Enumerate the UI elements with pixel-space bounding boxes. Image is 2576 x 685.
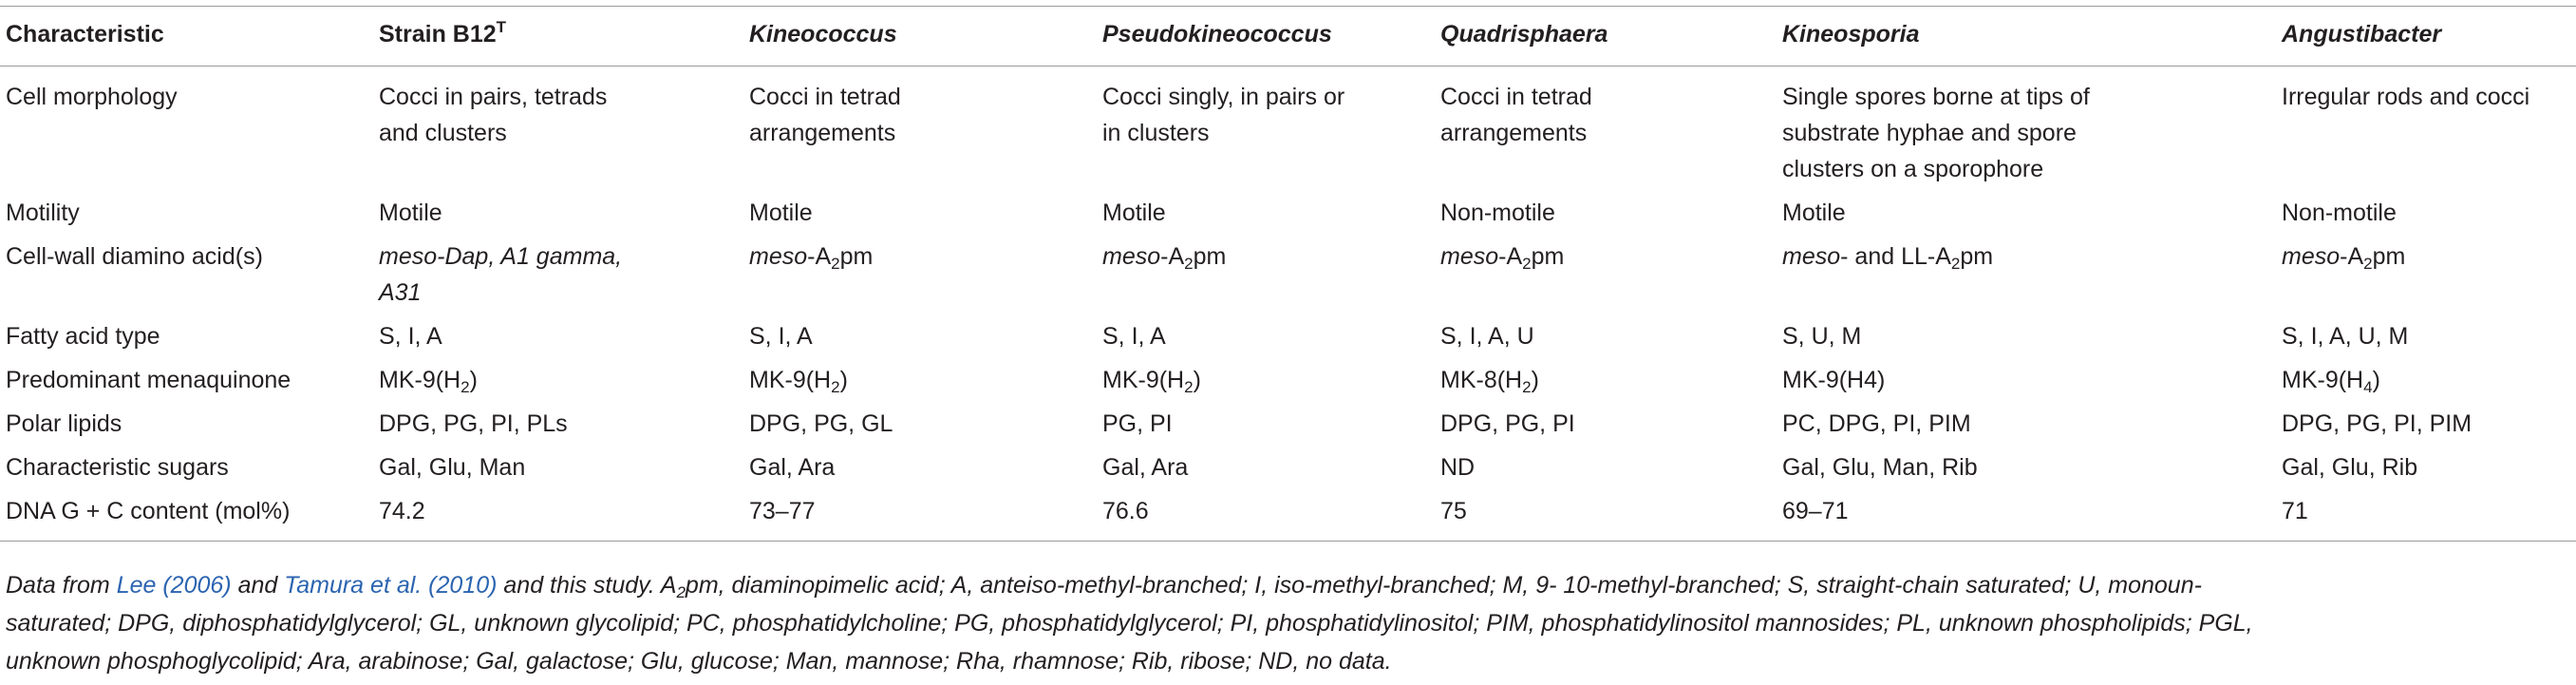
cell-kineococcus: S, I, A xyxy=(749,323,813,350)
cell-quadrisphaera: 75 xyxy=(1435,488,1777,542)
header-row xyxy=(0,7,2576,67)
cell-kineosporia: PC, DPG, PI, PIM xyxy=(1782,410,1971,437)
row-label: Cell-wall diamino acid(s) xyxy=(6,243,263,270)
cell-quadrisphaera: Non-motile xyxy=(1440,200,1555,226)
row-label: Characteristic sugars xyxy=(6,454,229,481)
row-label: Cell morphology xyxy=(6,84,178,110)
cell-kineosporia: 69–71 xyxy=(1777,488,2276,542)
cell-quadrisphaera: Cocci in tetrad arrangements xyxy=(1440,84,1592,146)
header-strain-b12: Strain $B12^T$ xyxy=(373,7,743,67)
table-row xyxy=(0,314,2576,357)
cell-strain: Motile xyxy=(379,200,442,226)
cell-kineococcus: 73–77 xyxy=(743,488,1097,542)
cell-pseudokineococcus: $MK-9(H_2)$ xyxy=(1102,367,1201,396)
cell-angustibacter: Irregular rods and cocci xyxy=(2282,84,2530,110)
cell-angustibacter: Gal, Glu, Rib xyxy=(2282,454,2418,481)
cell-kineococcus: Cocci in tetrad arrangements xyxy=(749,84,901,146)
table-row xyxy=(0,67,2576,191)
cell-pseudokineococcus: PG, PI xyxy=(1102,410,1173,437)
table-row xyxy=(0,488,2576,542)
cell-kineosporia: meso- and $LL-A_2pm$ xyxy=(1782,243,1994,273)
cell-pseudokineococcus: Cocci singly, in pairs or in clusters xyxy=(1102,84,1345,146)
cell-angustibacter: S, I, A, U, M xyxy=(2282,323,2409,350)
header-quadrisphaera: Quadrisphaera xyxy=(1435,7,1777,67)
cell-angustibacter: 71 xyxy=(2276,488,2576,542)
cell-strain: meso-Dap, A1 gamma, A31 xyxy=(379,243,623,306)
row-label: Predominant menaquinone xyxy=(6,367,291,393)
cell-quadrisphaera: meso-$A_2pm$ xyxy=(1440,243,1565,273)
cell-kineosporia: MK-9(H4) xyxy=(1782,367,1886,393)
cell-strain: DPG, PG, PI, PLs xyxy=(379,410,568,437)
cell-strain: S, I, A xyxy=(379,323,442,350)
row-label: Motility xyxy=(6,200,80,226)
cell-angustibacter: $MK-9(H_4)$ xyxy=(2282,367,2380,396)
table-row xyxy=(0,401,2576,445)
cell-kineococcus: DPG, PG, GL xyxy=(749,410,893,437)
cell-quadrisphaera: ND xyxy=(1440,454,1476,481)
cell-angustibacter: Non-motile xyxy=(2282,200,2397,226)
citation-tamura-2010[interactable]: Tamura et al. (2010) xyxy=(284,572,498,599)
cell-kineococcus: Motile xyxy=(749,200,813,226)
row-label: Polar lipids xyxy=(6,410,122,437)
header-pseudokineococcus: Pseudokineococcus xyxy=(1097,7,1435,67)
cell-kineococcus: Gal, Ara xyxy=(749,454,836,481)
cell-kineococcus: meso-$A_2pm$ xyxy=(749,243,874,273)
cell-kineosporia: Motile xyxy=(1782,200,1846,226)
header-kineosporia: Kineosporia xyxy=(1777,7,2276,67)
row-label: Fatty acid type xyxy=(6,323,160,350)
cell-pseudokineococcus: Gal, Ara xyxy=(1102,454,1189,481)
cell-strain: $MK-9(H_2)$ xyxy=(379,367,478,396)
header-kineococcus: Kineococcus xyxy=(743,7,1097,67)
table-row xyxy=(0,190,2576,234)
cell-quadrisphaera: $MK-8(H_2)$ xyxy=(1440,367,1539,396)
cell-strain: Gal, Glu, Man xyxy=(379,454,526,481)
citation-lee-2006[interactable]: Lee (2006) xyxy=(116,572,232,599)
cell-strain: Cocci in pairs, tetrads and clusters xyxy=(379,84,608,146)
row-label: DNA G + C content (mol%) xyxy=(0,488,373,542)
table-row xyxy=(0,234,2576,314)
table-footnote: Data from Lee (2006) and Tamura et al. (2010) and this study. $A_2pm$, diaminopimelic acid; A, anteiso-methyl-branched; I, iso-methyl-branched; M, 9- 10-methyl-branched; S, straight-chain saturated; U, monoun- saturated; DPG, diphosphatidylglycerol; GL, unknown glycolipid; PC, phosphatidylcholine; PG, phosphatidylglycerol; PI, phosphatidylinositol; PIM, phosphatidylinositol mannosides; PL, unknown phospholipids; PGL, unknown phosphoglycolipid; Ara, arabinose; Gal, galactose; Glu, glucose; Man, mannose; Rha, rhamnose; Rib, ribose; ND, no data. xyxy=(6,572,2253,675)
cell-kineosporia: S, U, M xyxy=(1782,323,1862,350)
cell-quadrisphaera: S, I, A, U xyxy=(1440,323,1534,350)
cell-pseudokineococcus: meso-$A_2pm$ xyxy=(1102,243,1227,273)
header-characteristic: Characteristic xyxy=(0,7,373,67)
table-row xyxy=(0,445,2576,488)
comparison-table xyxy=(0,6,2576,542)
cell-kineococcus: $MK-9(H_2)$ xyxy=(749,367,848,396)
cell-angustibacter: DPG, PG, PI, PIM xyxy=(2282,410,2473,437)
cell-pseudokineococcus: Motile xyxy=(1102,200,1166,226)
cell-strain: 74.2 xyxy=(373,488,743,542)
cell-kineosporia: Single spores borne at tips of substrate hyphae and spore clusters on a sporophore xyxy=(1782,84,2090,182)
cell-kineosporia: Gal, Glu, Man, Rib xyxy=(1782,454,1978,481)
cell-quadrisphaera: DPG, PG, PI xyxy=(1440,410,1575,437)
cell-pseudokineococcus: 76.6 xyxy=(1097,488,1435,542)
table-row xyxy=(0,357,2576,401)
cell-angustibacter: meso-$A_2pm$ xyxy=(2282,243,2406,273)
header-angustibacter: Angustibacter xyxy=(2276,7,2576,67)
cell-pseudokineococcus: S, I, A xyxy=(1102,323,1166,350)
